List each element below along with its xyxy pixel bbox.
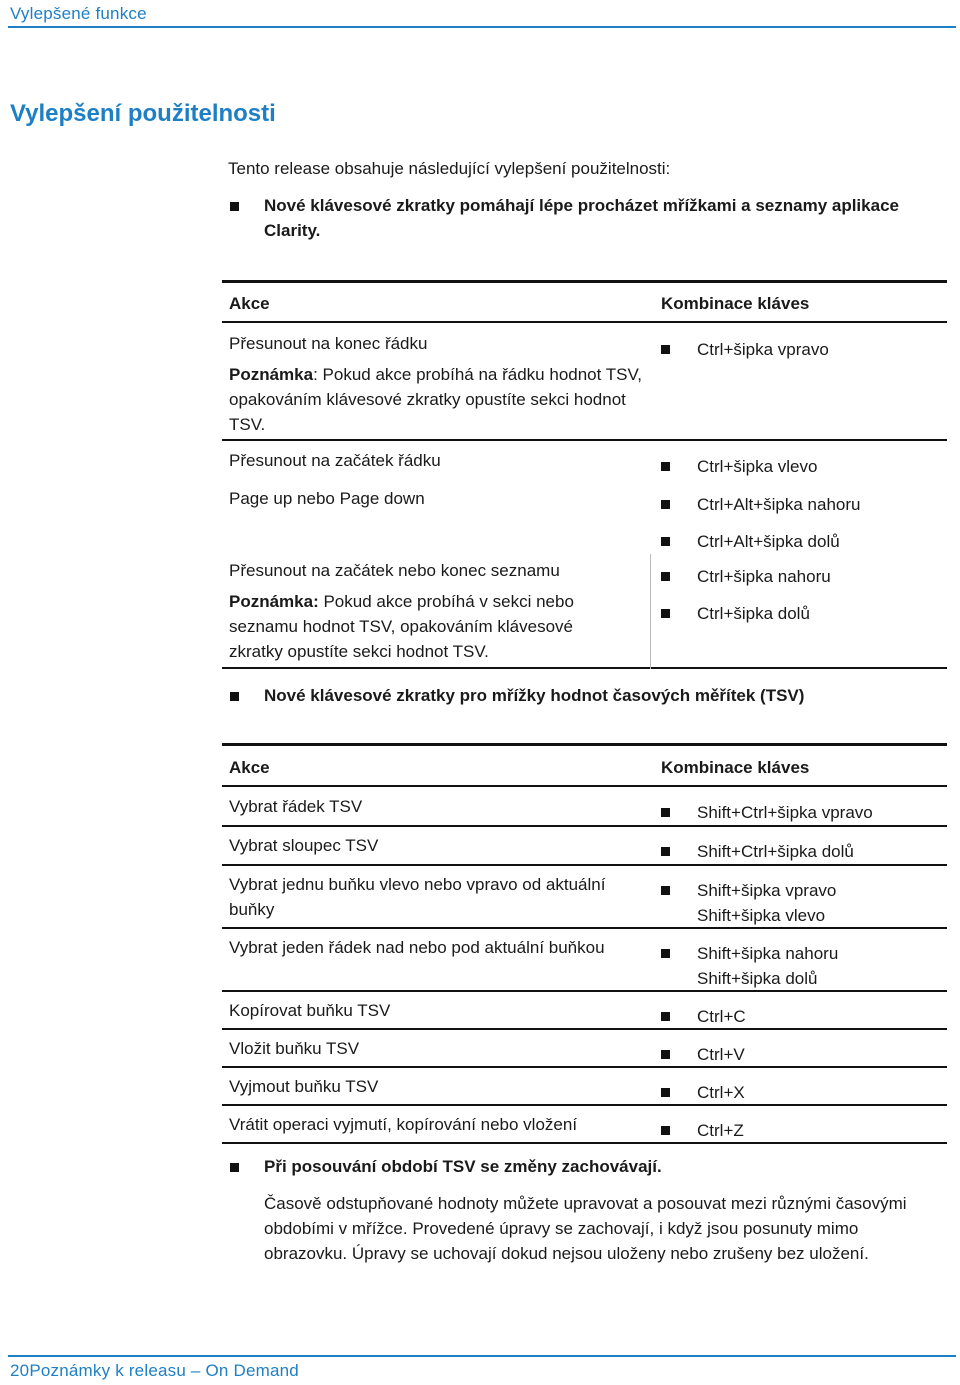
action-text: Vložit buňku TSV [229,1039,360,1058]
action-text: Přesunout na začátek nebo konec seznamu [229,561,560,580]
footer-rule [8,1355,956,1357]
action-text: Vybrat řádek TSV [229,797,363,816]
action-cell [229,558,609,664]
shortcuts-table-1 [222,280,947,669]
table-header-row [222,283,947,323]
table-row [222,479,947,554]
action-cell [229,331,644,437]
keys-cell [661,564,831,626]
col-header-keys: Kombinace kláves [661,294,810,313]
note-text: Pokud akce probíhá v sekci nebo seznamu hodnot TSV, opakováním klávesové zkratky opustíte sekci hodnot TSV. [229,592,574,661]
col-header-keys: Kombinace kláves [661,758,810,777]
keys-cell [661,1042,745,1067]
keys-cell [661,839,854,864]
action-text: Vybrat sloupec TSV [229,836,379,855]
keys-cell [661,337,829,362]
table-row [222,1068,947,1106]
table-row [222,827,947,866]
bullet-tsv-shortcuts: Nové klávesové zkratky pro mřížky hodnot časových měřítek (TSV) [228,683,928,708]
key-combo: Ctrl+Alt+šipka dolů [661,529,860,554]
key-combo: Ctrl+šipka vpravo [661,337,829,362]
col-header-action: Akce [229,758,270,777]
keys-cell [661,800,873,825]
key-combo: Shift+šipka vpravo [661,878,836,903]
key-combo: Shift+Ctrl+šipka dolů [661,839,854,864]
table-row [222,441,947,479]
table-row [222,1106,947,1144]
action-text: Kopírovat buňku TSV [229,1001,391,1020]
key-combo: Ctrl+šipka vlevo [661,454,817,479]
col-header-action: Akce [229,294,270,313]
action-text: Vybrat jednu buňku vlevo nebo vpravo od aktuální buňky [229,875,606,919]
action-text: Vrátit operaci vyjmutí, kopírování nebo vložení [229,1115,578,1134]
table-row [222,1030,947,1068]
key-combo: Ctrl+Z [661,1118,744,1143]
note-label: Poznámka: [229,592,319,611]
action-text: Přesunout na konec řádku [229,334,428,353]
key-combo: Ctrl+C [661,1004,746,1029]
header-rule [8,26,956,28]
table-row [222,323,947,441]
action-text: Page up nebo Page down [229,489,425,508]
running-header: Vylepšené funkce [10,4,147,23]
key-combo: Ctrl+šipka dolů [661,601,831,626]
keys-cell [661,492,860,554]
key-combo: Shift+Ctrl+šipka vpravo [661,800,873,825]
bullet-new-shortcuts: Nové klávesové zkratky pomáhají lépe procházet mřížkami a seznamy aplikace Clarity. [228,193,928,243]
table-header-row [222,746,947,787]
key-combo: Ctrl+V [661,1042,745,1067]
bullet-tsv-changes: Při posouvání období TSV se změny zachovávají. [228,1154,928,1179]
note-text: : Pokud akce probíhá na řádku hodnot TSV, opakováním klávesové zkratky opustíte sekci hodnot TSV. [229,365,642,434]
key-combo: Ctrl+šipka nahoru [661,564,831,589]
keys-cell [661,878,836,928]
intro-text: Tento release obsahuje následující vylepšení použitelnosti: [228,159,671,178]
table-row [222,787,947,827]
key-combo: Ctrl+Alt+šipka nahoru [661,492,860,517]
page-number: 20 [10,1361,30,1380]
footer-title: Poznámky k releasu – On Demand [29,1361,299,1380]
action-note [229,589,609,664]
key-combo: Shift+šipka nahoru [661,941,838,966]
keys-cell [661,1080,745,1105]
table-row [222,866,947,929]
keys-cell [661,1004,746,1029]
key-combo: Shift+šipka vlevo [697,906,826,925]
shortcuts-table-2 [222,743,947,1144]
running-footer [10,1361,299,1381]
table-row [222,929,947,992]
keys-cell [661,941,838,991]
table-row [222,554,947,669]
action-text: Přesunout na začátek řádku [229,451,441,470]
table-row [222,992,947,1030]
keys-cell [661,1118,744,1143]
section-title: Vylepšení použitelnosti [10,100,276,127]
key-combo: Ctrl+X [661,1080,745,1105]
closing-paragraph: Časově odstupňované hodnoty můžete upravovat a posouvat mezi různými časovými obdobími v mřížce. Provedené úpravy se zachovají, i když jsou posunuty mimo obrazovku. Úpravy se uchovají dokud nejsou uloženy nebo zrušeny bez uložení. [264,1194,907,1263]
column-separator [650,554,651,669]
key-combo: Shift+šipka dolů [697,969,818,988]
action-text: Vyjmout buňku TSV [229,1077,379,1096]
action-note [229,362,644,437]
note-label: Poznámka [229,365,314,384]
action-text: Vybrat jeden řádek nad nebo pod aktuální buňkou [229,938,605,957]
keys-cell [661,454,817,479]
